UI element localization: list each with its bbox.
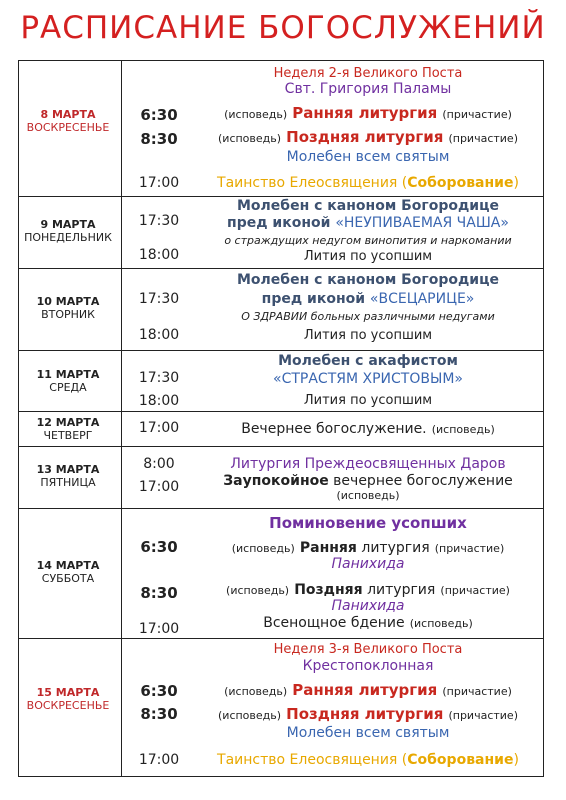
service-line	[196, 419, 540, 439]
service-name: вечернее богослужение	[328, 473, 513, 489]
service-name-bold: Ранняя	[299, 540, 357, 556]
service-line: Лития по усопшим	[303, 249, 433, 264]
service-name-bold: Заупокойное	[223, 473, 329, 489]
service-text: пред иконой	[261, 291, 370, 307]
day-cell	[18, 108, 118, 134]
divider	[18, 508, 544, 509]
service-line	[196, 128, 540, 148]
day-date: 12 МАРТА	[36, 416, 100, 429]
day-cell	[18, 368, 118, 394]
service-line	[196, 104, 540, 124]
service-time: 8:30	[140, 584, 178, 602]
service-time: 8:30	[140, 130, 178, 148]
week-title: Неделя 2-я Великого Поста	[273, 66, 463, 81]
communion-note: (причастие)	[448, 132, 518, 145]
service-time: 8:00	[143, 456, 175, 472]
service-name: Всенощное бдение	[263, 615, 405, 631]
confession-note: (исповедь)	[231, 542, 295, 555]
day-cell	[18, 686, 118, 712]
service-line: Молебен с акафистом	[278, 353, 458, 369]
service-line	[196, 681, 540, 701]
service-time: 17:00	[138, 420, 180, 436]
day-weekday: ВОСКРЕСЕНЬЕ	[26, 121, 110, 134]
service-line: Лития по усопшим	[303, 328, 433, 343]
communion-note: (причастие)	[442, 685, 512, 698]
communion-note: (причастие)	[442, 108, 512, 121]
service-time: 17:30	[138, 213, 180, 229]
divider	[121, 60, 122, 776]
service-line	[196, 751, 540, 769]
service-name: Ранняя литургия	[292, 104, 438, 122]
day-date: 13 МАРТА	[36, 463, 100, 476]
communion-note: (причастие)	[448, 709, 518, 722]
confession-note: (исповедь)	[409, 617, 473, 630]
service-line: О ЗДРАВИИ больных различными недугами	[241, 310, 495, 323]
divider	[18, 60, 544, 61]
divider	[18, 776, 544, 777]
day-weekday: ЧЕТВЕРГ	[43, 429, 93, 442]
saint-title: Свт. Григория Паламы	[284, 81, 452, 97]
service-name: Поздняя литургия	[286, 705, 444, 723]
service-time: 6:30	[140, 106, 178, 124]
divider	[18, 638, 544, 639]
service-time: 17:00	[138, 479, 180, 495]
week-title: Неделя 3-я Великого Поста	[273, 642, 463, 657]
service-line: о страждущих недугом винопития и наркомании	[224, 234, 512, 247]
confession-note: (исповедь)	[431, 423, 495, 436]
service-name: Поздняя литургия	[286, 128, 444, 146]
service-line: Молебен всем святым	[286, 149, 450, 165]
divider	[543, 60, 544, 776]
service-name: Таинство Елеосвящения (	[217, 175, 408, 191]
service-name-bold: Соборование	[407, 175, 514, 191]
service-line	[196, 705, 540, 725]
service-time: 17:30	[138, 291, 180, 307]
confession-note: (исповедь)	[226, 584, 290, 597]
service-line	[196, 290, 540, 308]
service-time: 17:00	[138, 175, 180, 191]
service-line: Молебен с каноном Богородице	[237, 198, 499, 214]
divider	[18, 350, 544, 351]
paren: )	[513, 175, 519, 191]
service-time: 17:00	[138, 621, 180, 637]
day-cell	[18, 218, 118, 244]
day-weekday: ВТОРНИК	[41, 308, 95, 321]
service-time: 6:30	[140, 682, 178, 700]
day-date: 10 МАРТА	[36, 295, 100, 308]
service-name: Вечернее богослужение.	[241, 421, 427, 437]
divider	[18, 268, 544, 269]
day-weekday: ВОСКРЕСЕНЬЕ	[26, 699, 110, 712]
paren: )	[513, 752, 519, 768]
service-name: литургия	[356, 540, 430, 556]
service-line: Панихида	[331, 598, 405, 614]
service-line	[196, 214, 540, 232]
page-title: РАСПИСАНИЕ БОГОСЛУЖЕНИЙ	[20, 10, 546, 46]
icon-name: «ВСЕЦАРИЦЕ»	[369, 291, 475, 307]
service-line	[196, 613, 540, 633]
confession-note: (исповедь)	[336, 489, 400, 502]
confession-note: (исповедь)	[218, 132, 282, 145]
day-date: 15 МАРТА	[36, 686, 100, 699]
day-weekday: СРЕДА	[49, 381, 87, 394]
day-cell	[18, 416, 118, 442]
service-line: Литургия Преждеосвященных Даров	[230, 456, 506, 472]
day-cell	[18, 463, 118, 489]
service-time: 17:00	[138, 752, 180, 768]
day-date: 8 МАРТА	[40, 108, 96, 121]
service-time: 18:00	[138, 247, 180, 263]
day-weekday: СУББОТА	[41, 572, 95, 585]
day-cell	[18, 295, 118, 321]
service-line: Молебен с каноном Богородице	[237, 272, 499, 288]
service-name: Ранняя литургия	[292, 681, 438, 699]
saint-title: Крестопоклонная	[302, 658, 434, 674]
communion-note: (причастие)	[434, 542, 505, 555]
service-line: «СТРАСТЯМ ХРИСТОВЫМ»	[273, 371, 463, 387]
service-line: Молебен всем святым	[286, 725, 450, 741]
day-weekday: ПЯТНИЦА	[40, 476, 96, 489]
divider	[18, 411, 544, 412]
confession-note: (исповедь)	[224, 685, 288, 698]
communion-note: (причастие)	[440, 584, 510, 597]
divider	[18, 446, 544, 447]
confession-note: (исповедь)	[218, 709, 282, 722]
service-line	[196, 174, 540, 192]
service-name-bold: Соборование	[407, 752, 514, 768]
day-date: 14 МАРТА	[36, 559, 100, 572]
service-time: 18:00	[138, 393, 180, 409]
service-text: пред иконой	[227, 215, 336, 231]
confession-note: (исповедь)	[224, 108, 288, 121]
service-time: 17:30	[138, 370, 180, 386]
service-time: 6:30	[140, 538, 178, 556]
day-cell	[18, 559, 118, 585]
day-date: 9 МАРТА	[40, 218, 96, 231]
service-line: Поминовение усопших	[269, 514, 467, 532]
day-weekday: ПОНЕДЕЛЬНИК	[24, 231, 112, 244]
service-name-bold: Поздняя	[294, 582, 363, 598]
service-time: 18:00	[138, 327, 180, 343]
icon-name: «НЕУПИВАЕМАЯ ЧАША»	[335, 215, 509, 231]
service-line: Панихида	[331, 556, 405, 572]
day-date: 11 МАРТА	[36, 368, 100, 381]
service-name: Таинство Елеосвящения (	[217, 752, 408, 768]
service-line: Лития по усопшим	[303, 393, 433, 408]
service-time: 8:30	[140, 705, 178, 723]
service-name: литургия	[362, 582, 436, 598]
